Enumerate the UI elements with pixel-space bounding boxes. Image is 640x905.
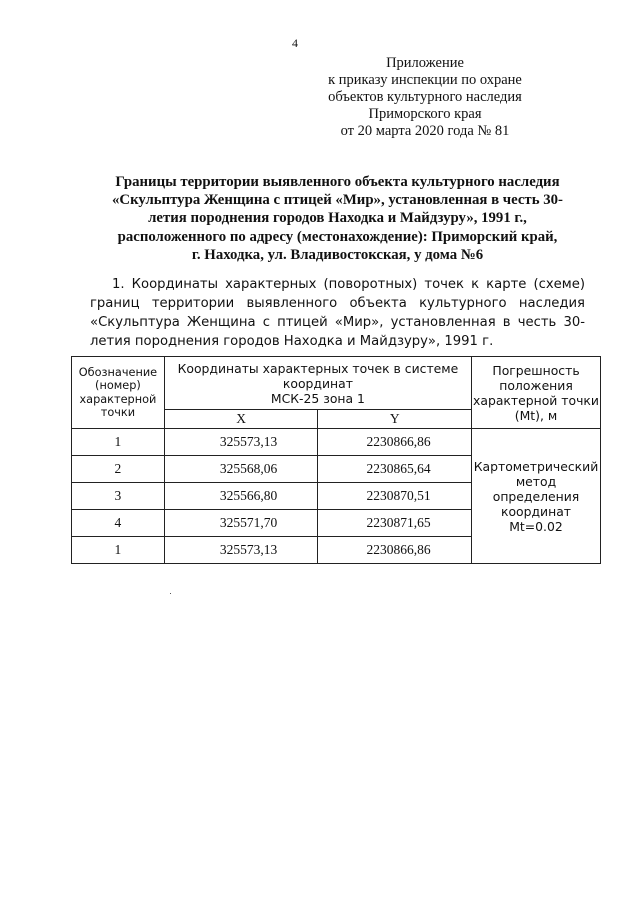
title-line: расположенного по адресу (местонахождение): Приморский край,: [117, 228, 558, 245]
cell-x: 325566,80: [164, 483, 318, 510]
header-text: Координаты характерных точек в системе: [177, 360, 459, 376]
error-text: Картометрический: [473, 458, 599, 474]
header-text: МСК-25 зона 1: [270, 390, 365, 406]
title-line: летия породнения городов Находка и Майдзуру», 1991 г.,: [148, 210, 527, 227]
cell-y: 2230866,86: [318, 537, 472, 564]
title-line: «Скульптура Женщина с птицей «Мир», установленная в честь 30-: [112, 192, 563, 209]
cell-point: 1: [72, 429, 165, 456]
table-row: [72, 429, 601, 456]
appendix-line: объектов культурного наследия: [328, 89, 522, 105]
title-line: Границы территории выявленного объекта культурного наследия: [115, 174, 560, 190]
header-text: (номер): [95, 379, 141, 392]
header-text: Погрешность: [492, 362, 580, 378]
scan-speck: [170, 593, 171, 594]
header-text: Обозначение: [78, 365, 158, 379]
cell-point: 3: [72, 483, 165, 510]
title-line: г. Находка, ул. Владивостокская, у дома №6: [191, 246, 484, 263]
error-text: метод определения: [492, 473, 580, 504]
error-text: координат: [500, 503, 572, 519]
header-text: точки: [100, 406, 136, 419]
cell-point: 2: [72, 456, 165, 483]
coordinates-paragraph: [90, 275, 585, 351]
error-text: Mt=0.02: [509, 518, 563, 534]
header-text: положения: [499, 377, 573, 393]
coordinates-table: [71, 356, 601, 564]
header-point-designation: [72, 357, 165, 429]
cell-point: 4: [72, 510, 165, 537]
appendix-line: Приложение: [386, 55, 464, 71]
header-text: характерной точки: [473, 392, 599, 408]
header-text: координат: [282, 375, 353, 391]
page-number: 4: [292, 36, 298, 50]
header-coordinates: [164, 357, 471, 410]
cell-y: 2230870,51: [318, 483, 472, 510]
appendix-line: к приказу инспекции по охране: [328, 72, 522, 88]
cell-y: 2230871,65: [318, 510, 472, 537]
cell-point: 1: [72, 537, 165, 564]
document-title: [90, 173, 585, 264]
header-x: X: [164, 410, 318, 429]
cell-y: 2230865,64: [318, 456, 472, 483]
cell-x: 325573,13: [164, 537, 318, 564]
header-text: характерной: [79, 392, 157, 406]
header-y: Y: [318, 410, 472, 429]
header-text: (Mt), м: [514, 407, 558, 423]
paragraph-text: 1. Координаты характерных (поворотных) точек к карте (схеме) границ территории выявленного объекта культурного наследия «Скульптура Женщина с птицей «Мир», установленная в честь 30-летия породнения городов Находка и Майдзуру», 1991 г.: [90, 277, 585, 349]
appendix-line: от 20 марта 2020 года № 81: [340, 123, 510, 139]
cell-x: 325573,13: [164, 429, 318, 456]
cell-error-method: [472, 429, 601, 564]
appendix-header: [305, 55, 545, 140]
table-header-row: [72, 357, 601, 410]
cell-x: 325568,06: [164, 456, 318, 483]
header-error: [472, 357, 601, 429]
appendix-line: Приморского края: [368, 106, 482, 122]
cell-y: 2230866,86: [318, 429, 472, 456]
cell-x: 325571,70: [164, 510, 318, 537]
